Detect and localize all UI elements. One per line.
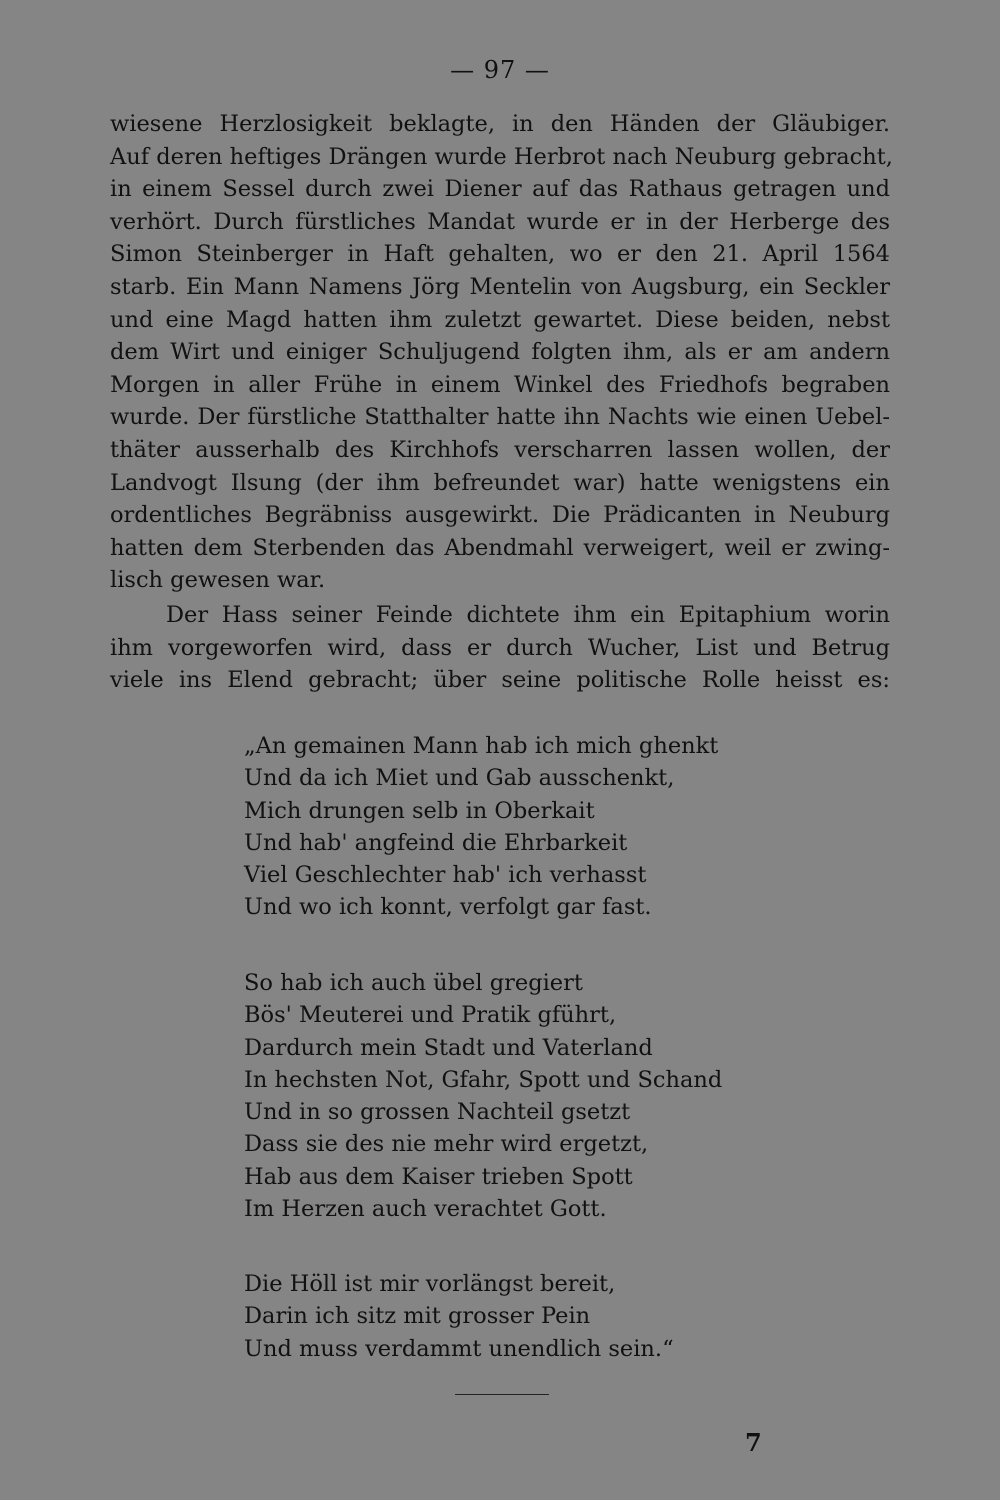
verse-line: In hechsten Not, Gfahr, Spott und Schand bbox=[244, 1066, 723, 1093]
verse-line: Und wo ich konnt, verfolgt gar fast. bbox=[244, 894, 652, 921]
text-line: Simon Steinberger in Haft gehalten, wo er den 21. April 1564 bbox=[110, 241, 890, 268]
text-line: Der Hass seiner Feinde dichtete ihm ein Epitaphium worin bbox=[166, 602, 890, 628]
signature-mark: 7 bbox=[745, 1428, 762, 1457]
verse-line: Bös' Meuterei und Pratik gführt, bbox=[244, 1002, 617, 1029]
text-line: verhört. Durch fürstliches Mandat wurde er in der Herberge des bbox=[110, 208, 890, 235]
text-line: Morgen in aller Frühe in einem Winkel des Friedhofs begraben bbox=[110, 371, 890, 398]
text-line: wurde. Der fürstliche Statthalter hatte ihn Nachts wie einen Uebel- bbox=[110, 404, 890, 431]
verse-line: Dass sie des nie mehr wird ergetzt, bbox=[244, 1131, 649, 1158]
page-number: — 97 — bbox=[450, 56, 550, 84]
verse-line: Und hab' angfeind die Ehrbarkeit bbox=[244, 829, 628, 856]
verse-line: Und muss verdammt unendlich sein.“ bbox=[244, 1335, 674, 1362]
verse-line: Im Herzen auch verachtet Gott. bbox=[244, 1196, 607, 1223]
text-line: ihm vorgeworfen wird, dass er durch Wucher, List und Betrug bbox=[110, 634, 890, 661]
text-line: dem Wirt und einiger Schuljugend folgten ihm, als er am andern bbox=[110, 339, 890, 366]
poem-stanza-3 bbox=[244, 1268, 864, 1365]
text-line: lisch gewesen war. bbox=[110, 567, 326, 594]
poem-stanza-2 bbox=[244, 967, 864, 1225]
poem-stanza-1 bbox=[244, 730, 864, 924]
text-line: ordentliches Begräbniss ausgewirkt. Die Prädicanten in Neuburg bbox=[110, 502, 890, 529]
verse-line: Mich drungen selb in Oberkait bbox=[244, 797, 595, 824]
verse-line: Die Höll ist mir vorlängst bereit, bbox=[244, 1271, 616, 1297]
paragraph-herbrot-death bbox=[110, 108, 893, 597]
text-line: Landvogt Ilsung (der ihm befreundet war) hatte wenigstens ein bbox=[110, 469, 890, 496]
verse-line: Hab aus dem Kaiser trieben Spott bbox=[244, 1163, 633, 1190]
verse-line: Und da ich Miet und Gab ausschenkt, bbox=[244, 765, 675, 792]
text-line: in einem Sessel durch zwei Diener auf das Rathaus getragen und bbox=[110, 176, 890, 203]
text-line: hatten dem Sterbenden das Abendmahl verweigert, weil er zwing- bbox=[110, 534, 890, 561]
verse-line: Darin ich sitz mit grosser Pein bbox=[244, 1303, 591, 1330]
paragraph-epitaph-intro bbox=[110, 599, 890, 697]
section-divider bbox=[455, 1394, 549, 1395]
verse-line: Und in so grossen Nachteil gsetzt bbox=[244, 1099, 631, 1126]
text-line: thäter ausserhalb des Kirchhofs verscharren lassen wollen, der bbox=[110, 436, 890, 463]
text-line: Auf deren heftiges Drängen wurde Herbrot nach Neuburg gebracht, bbox=[110, 143, 893, 170]
text-line: wiesene Herzlosigkeit beklagte, in den Händen der Gläubiger. bbox=[110, 111, 890, 137]
verse-line: So hab ich auch übel gregiert bbox=[244, 970, 583, 996]
text-line: und eine Magd hatten ihm zuletzt gewartet. Diese beiden, nebst bbox=[110, 306, 890, 333]
text-line: starb. Ein Mann Namens Jörg Mentelin von Augsburg, ein Seckler bbox=[110, 273, 890, 300]
verse-line: Viel Geschlechter hab' ich verhasst bbox=[244, 862, 647, 889]
verse-line: Dardurch mein Stadt und Vaterland bbox=[244, 1034, 653, 1061]
text-line: viele ins Elend gebracht; über seine politische Rolle heisst es: bbox=[110, 667, 890, 694]
verse-line: „An gemainen Mann hab ich mich ghenkt bbox=[244, 733, 719, 759]
